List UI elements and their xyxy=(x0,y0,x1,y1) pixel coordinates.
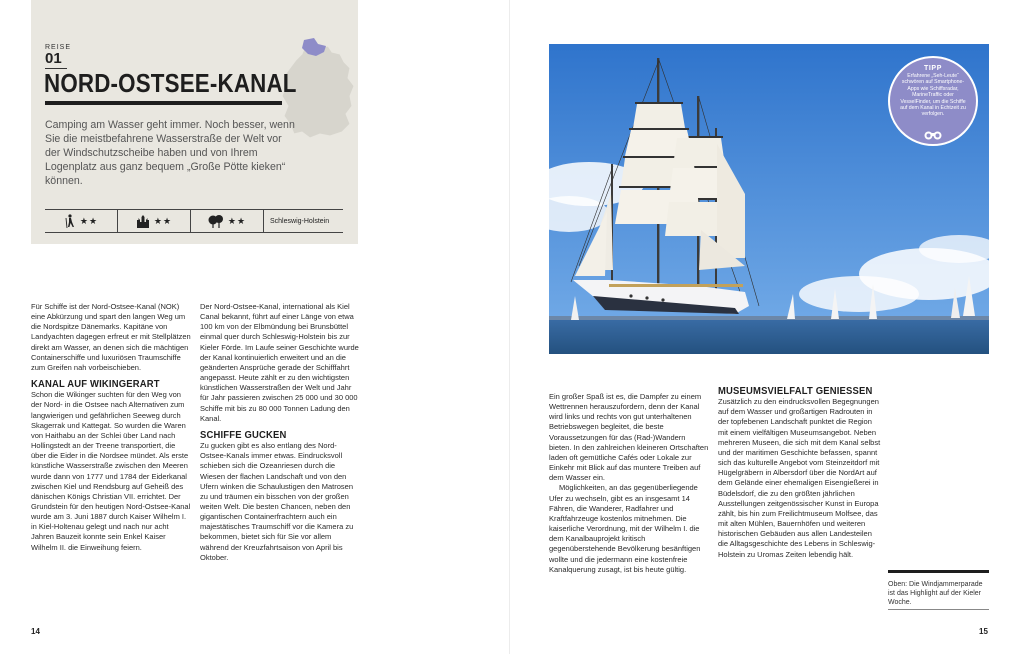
reise-label: REISE xyxy=(45,44,72,51)
spread-gutter xyxy=(509,0,510,654)
text-column-3 xyxy=(549,392,709,575)
text-column-1 xyxy=(31,302,191,553)
paragraph: Möglichkeiten, an das gegenüberliegende Ufer zu wechseln, gibt es an insgesamt 14 Fähren, die Wanderer, Radfahrer und Kraftfahrzeuge kostenlos mitnehmen. Die kaiserliche Verordnung, mit der Wilhelm I. die dem Kanalbauprojekt kritisch gegenüberstehende Bevölkerung besänftigen wollte und die jedermann eine kostenfreie Kanalquerung zusagt, ist bis heute gültig. xyxy=(549,483,701,574)
intro-text: Camping am Wasser geht immer. Noch besser, wenn Sie die meistbefahrene Wasserstraße der Welt vor der Windschutzscheibe haben und von Ihrem Logenplatz aus ganz bequem „Große Pötte kieken“ können. xyxy=(45,119,295,187)
paragraph: Für Schiffe ist der Nord-Ostsee-Kanal (NOK) eine Abkürzung und spart den langen Weg um die Nordspitze Dänemarks. Kapitäne von Landyachten dagegen erfreut er mit Stellplätzen direkt am Wasser, an denen sich die mächtigen Containerschiffe und luxuriösen Traumschiffe zum Greifen nah vorbeischieben. xyxy=(31,302,191,372)
section-heading: KANAL AUF WIKINGERART xyxy=(31,378,160,391)
trees-icon xyxy=(208,215,224,228)
caption-bottom-rule xyxy=(888,609,989,610)
paragraph: Zusätzlich zu den eindrucksvollen Begegnungen auf dem Wasser und großartigen Radrouten in der topfebenen Landschaft punktet die Region mit einem vielfältigen Museumsangebot. Neben mehreren Museen, die sich mit dem Kanal selbst und der maritimen Geschichte befassen, spannt sich das kulturelle Angebot vom Steinzeitdorf mit Hügelgräbern in Albersdorf über die NordArt auf dem Gelände einer ehemaligen Eisengießerei in Büdelsdorf, die zu den größten jährlichen Ausstellungen zeitgenössischer Kunst in Europa zählt, bis hin zum Freilichtmuseum Molfsee, das mit alten Mühlen, Bauernhöfen und weiteren historischen Gebäuden aus allen Landesteilen die Alltagsgeschichte des Lebens in Schleswig-Holstein zu Uromas Zeiten lebendig hält. xyxy=(718,397,881,559)
text-column-4 xyxy=(718,386,881,560)
tip-label: TIPP xyxy=(924,65,942,72)
title-rule xyxy=(45,101,282,105)
paragraph: Zu gucken gibt es also entlang des Nord-Ostsee-Kanals immer etwas. Eindrucksvoll schieben sich die Ozeanriesen durch die Wiesen der flachen Landschaft und von den Ufern winken die Schaulustigen den Matrosen zu und träumen ein bisschen von der großen weiten Welt. Die besten Chancen, neben den gigantischen Containerfrachtern auch ein majestätisches Traumschiff vor die Kamera zu bekommen, bietet sich für Sie vor allem während der Kreuzfahrtsaison von April bis Oktober. xyxy=(200,441,354,562)
rating-culture-stars: ★★ xyxy=(153,215,173,226)
binoculars-icon xyxy=(924,130,942,140)
reise-number: 01 xyxy=(45,50,62,67)
region-label: Schleswig-Holstein xyxy=(270,217,330,225)
castle-icon xyxy=(136,215,150,228)
rating-nature-stars: ★★ xyxy=(227,215,247,226)
section-heading: SCHIFFE GUCKEN xyxy=(200,428,287,441)
paragraph: Der Nord-Ostsee-Kanal, international als Kiel Canal bekannt, führt auf einer Länge von etwa 100 km von der Elbmündung bei Brunsbüttel einmal quer durch Schleswig-Holstein bis zur Kieler Förde. Im Laufe seiner Geschichte wurde der Kanal kontinuierlich erweitert und an die geänderten Ansprüche gerade der Schifffahrt angepasst. Heute zählt er zu den wichtigsten künstlichen Wasserstraßen der Welt und Jahr für Jahr passieren zwischen 25 000 und 30 000 Schiffe mit bis zu 80 000 Tonnen Ladung den Kanal. xyxy=(200,302,359,423)
rating-nature xyxy=(191,210,264,232)
rating-hiking xyxy=(45,210,118,232)
page-number-left: 14 xyxy=(31,627,40,636)
section-heading: MUSEUMSVIELFALT GENIESSEN xyxy=(718,385,873,397)
page-title: NORD-OSTSEE-KANAL xyxy=(44,68,297,98)
hiker-icon xyxy=(64,214,76,228)
caption-rule xyxy=(888,570,989,573)
page-number-right: 15 xyxy=(979,627,988,636)
tip-badge xyxy=(888,56,978,146)
rating-hiking-stars: ★★ xyxy=(79,215,99,226)
rating-bar xyxy=(45,209,343,233)
photo-caption: Oben: Die Windjammerparade ist das Highlight auf der Kieler Woche. xyxy=(888,581,983,606)
rating-culture xyxy=(118,210,191,232)
tip-text: Erfahrene „Seh-Leute“ schwören auf Smartphone-Apps wie Schiffsradar, MarineTraffic oder VesselFinder, um die Schiffe auf dem Kanal in Echtzeit zu verfolgen. xyxy=(900,73,966,118)
text-column-2 xyxy=(200,302,360,563)
paragraph: Schon die Wikinger suchten für den Weg von der Nord- in die Ostsee nach Alternativen zum langwierigen und gefährlichen Seeweg durch Skagerrak und Kattegat. So wurden die Waren von Haithabu an der Schlei über Land nach Hollingstedt an der Treene transportiert, die über die Eider in die Nordsee mündet. Als erste künstliche Wasserstraße zwischen den Meeren wurde dann von 1777 und 1784 der Eiderkanal zwischen Kiel und Rendsburg auf Geheiß des dänischen Königs Christian VII. errichtet. Der Grundstein für den heutigen Nord-Ostsee-Kanal wurde am 3. Juni 1887 durch Kaiser Wilhelm I. in Kiel-Holtenau gelegt und nach nur acht Jahren Bauzeit konnte sein Enkel Kaiser Wilhelm II. die Einweihung feiern. xyxy=(31,390,191,552)
paragraph: Ein großer Spaß ist es, die Dampfer zu einem Wettrennen herauszufordern, denn der Kanal wird links und rechts von gut unterhaltenen Betriebswegen begleitet, die beste Voraussetzungen für das (Rad-)Wandern bieten. In den zahlreichen kleineren Ortschaften laden oft gemütliche Cafés oder Lokale zur Einkehr mit Blick auf das muntere Treiben auf dem Wasser ein. xyxy=(549,392,709,483)
rating-region xyxy=(264,210,343,232)
